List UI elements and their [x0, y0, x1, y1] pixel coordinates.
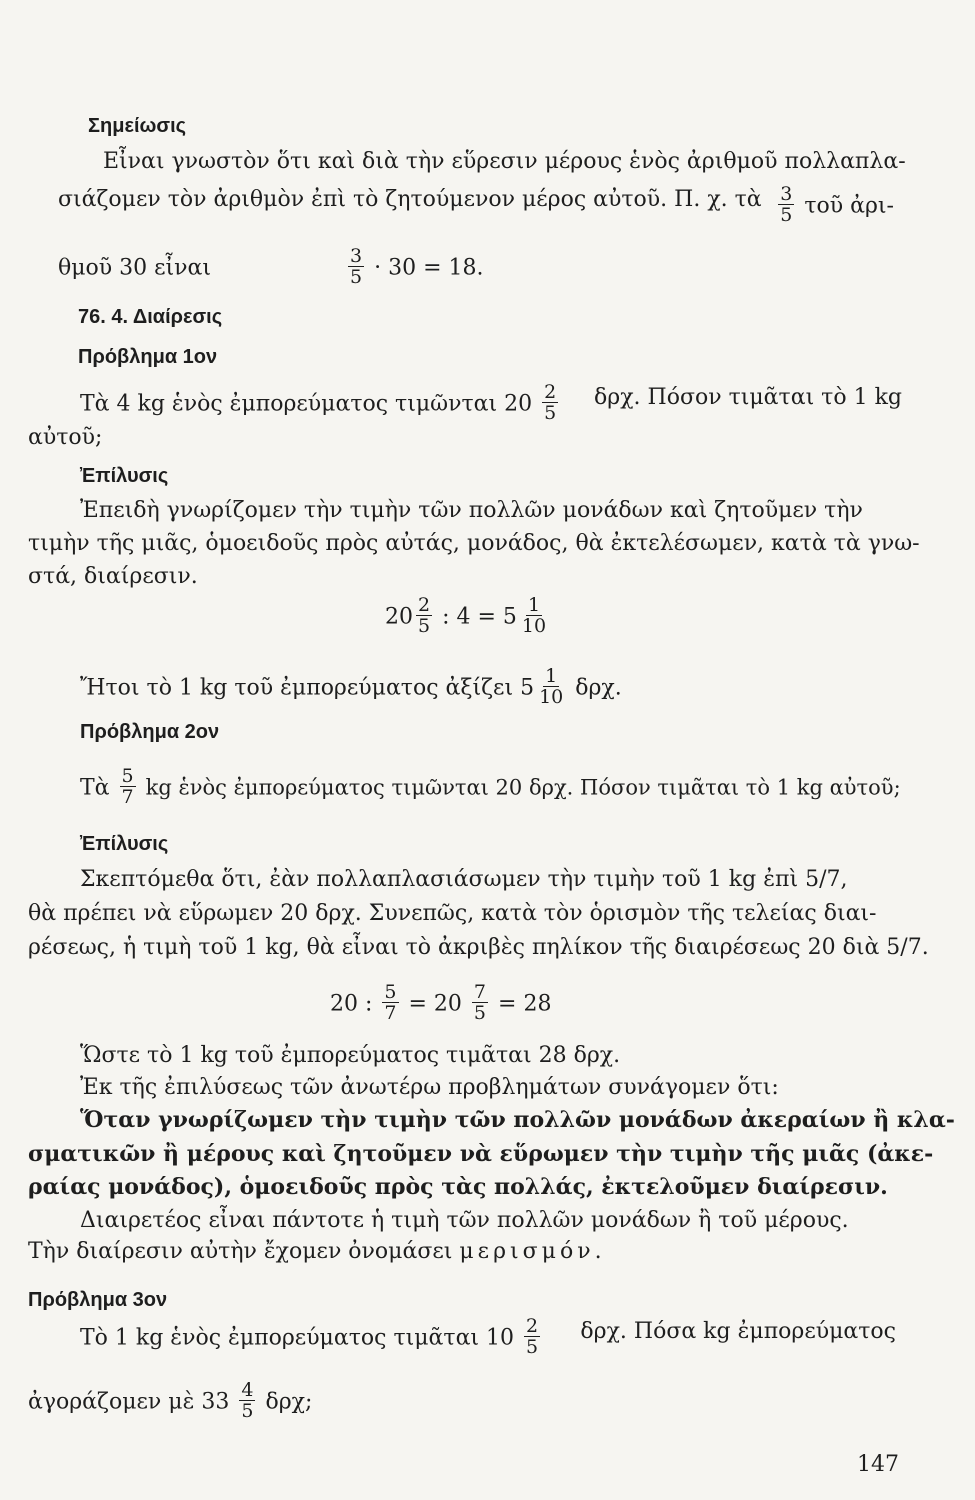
fraction: [416, 595, 432, 636]
fraction-numerator: 1: [527, 594, 541, 616]
division-name-text: Τὴν διαίρεσιν αὐτὴν ἔχομεν ὀνομάσει: [28, 1239, 453, 1264]
fraction-numerator: 3: [780, 183, 793, 205]
problem-1-line-1-text: [80, 381, 561, 425]
problem-1-solution-line-2: τιμὴν τῆς μιᾶς, ὁμοειδοῦς πρὸς αὐτάς, μονάδος, θὰ ἐκτελέσωμεν, κατὰ τὰ γνω-: [28, 531, 920, 556]
problem-3-line-1-text: [80, 1315, 543, 1359]
problem-2-line-1-start: Τὰ: [80, 775, 110, 801]
equation-term: 20: [385, 604, 413, 630]
equation-term: = 20: [408, 991, 462, 1017]
fraction-numerator: 3: [350, 245, 363, 267]
note-line-2: [58, 183, 894, 227]
problem-2-line-1-end: kg ἑνὸς ἐμπορεύματος τιμῶνται 20 δρχ. Πόσον τιμᾶται τὸ 1 kg αὐτοῦ;: [145, 775, 901, 800]
rule-line-2: σματικῶν ἢ μέρους καὶ ζητοῦμεν νὰ εὕρωμεν τὴν τιμὴν τῆς μιᾶς (ἀκε-: [28, 1141, 934, 1167]
problem-1-line-1-start: Τὰ 4 kg ἑνὸς ἐμπορεύματος τιμῶνται 20: [80, 391, 533, 417]
fraction-numerator: 5: [121, 765, 134, 787]
problem-3-line-2: [28, 1379, 313, 1423]
rule-line-1: Ὅταν γνωρίζωμεν τὴν τιμὴν τῶν πολλῶν μονάδων ἀκεραίων ἢ κλα-: [80, 1107, 955, 1133]
equation-term: : 4 = 5: [442, 604, 517, 630]
problem-2-result: Ὥστε τὸ 1 kg τοῦ ἐμπορεύματος τιμᾶται 28 δρχ.: [80, 1043, 621, 1068]
fraction: [120, 766, 136, 807]
fraction-denominator: 5: [526, 1336, 539, 1358]
fraction-denominator: 5: [473, 1002, 487, 1024]
problem-3-line-2-start: ἀγοράζομεν μὲ 33: [28, 1389, 230, 1415]
fraction-numerator: 4: [241, 1379, 254, 1401]
note-line-2-end: τοῦ ἀρι-: [804, 193, 894, 219]
problem-2-line-1: [80, 765, 901, 809]
fraction-denominator: 5: [544, 402, 557, 424]
problem-1-result-end: δρχ.: [575, 675, 622, 701]
problem-1-equation: [385, 594, 551, 638]
fraction-numerator: 2: [526, 1315, 539, 1337]
dividend-note: Διαιρετέος εἶναι πάντοτε ἡ τιμὴ τῶν πολλῶν μονάδων ἢ τοῦ μέρους.: [80, 1208, 849, 1233]
fraction: [520, 595, 548, 636]
note-line-1: Εἶναι γνωστὸν ὅτι καὶ διὰ τὴν εὕρεσιν μέρους ἑνὸς ἀριθμοῦ πολλαπλα-: [103, 149, 906, 174]
problem-1-solution-heading: Ἐπίλυσις: [80, 465, 169, 487]
fraction-denominator: 5: [418, 615, 431, 637]
problem-3-line-2-end: δρχ;: [265, 1389, 313, 1415]
fraction-numerator: 1: [545, 665, 558, 687]
fraction: [778, 184, 794, 225]
division-name-line: [28, 1238, 606, 1266]
fraction-numerator: 5: [384, 981, 397, 1003]
problem-2-equation: [330, 981, 552, 1025]
note-line-2-tail: [775, 183, 894, 227]
problem-3-line-1-start: Τὸ 1 kg ἑνὸς ἐμπορεύματος τιμᾶται 10: [80, 1325, 515, 1351]
fraction-numerator: 7: [473, 981, 487, 1003]
fraction-numerator: 2: [418, 594, 431, 616]
fraction-denominator: 10: [539, 686, 564, 708]
problem-3-line-1-end: δρχ. Πόσα kg ἐμπορεύματος: [580, 1319, 896, 1344]
equation-term: = 28: [498, 991, 552, 1017]
problem-2-solution-line-2: θὰ πρέπει νὰ εὕρωμεν 20 δρχ. Συνεπῶς, κατὰ τὸν ὁρισμὸν τῆς τελείας διαι-: [28, 901, 877, 926]
fraction-denominator: 5: [350, 266, 363, 288]
rule-line-3: ραίας μονάδος), ὁμοειδοῦς πρὸς τὰς πολλάς, ἐκτελοῦμεν διαίρεσιν.: [28, 1174, 888, 1200]
fraction: [542, 382, 558, 423]
problem-2-solution-line-3: ρέσεως, ἡ τιμὴ τοῦ 1 kg, θὰ εἶναι τὸ ἀκριβὲς πηλίκον τῆς διαιρέσεως 20 διὰ 5/7.: [28, 935, 929, 960]
problem-2-solution-heading: Ἐπίλυσις: [80, 833, 169, 855]
note-line-2-text: σιάζομεν τὸν ἀριθμὸν ἐπὶ τὸ ζητούμενον μέρος αὐτοῦ. Π. χ. τὰ: [58, 187, 762, 212]
problem-2-solution-line-1: Σκεπτόμεθα ὅτι, ἐὰν πολλαπλασιάσωμεν τὴν τιμὴν τοῦ 1 kg ἐπὶ 5/7,: [80, 867, 848, 892]
fraction: [524, 1316, 540, 1357]
fraction: [472, 982, 488, 1023]
problem-3-heading: Πρόβλημα 3ον: [28, 1289, 168, 1311]
problem-1-result-text: Ἤτοι τὸ 1 kg τοῦ ἐμπορεύματος ἀξίζει 5: [80, 675, 535, 701]
problem-1-line-1-end: δρχ. Πόσον τιμᾶται τὸ 1 kg: [594, 385, 902, 410]
problem-3-line-1: [80, 1315, 896, 1359]
note-line-3-end: · 30 = 18.: [374, 255, 484, 281]
problem-1-heading: Πρόβλημα 1ον: [78, 346, 218, 368]
fraction-denominator: 5: [241, 1400, 254, 1422]
fraction: [537, 666, 565, 707]
problem-1-solution-line-1: Ἐπειδὴ γνωρίζομεν τὴν τιμὴν τῶν πολλῶν μονάδων καὶ ζητοῦμεν τὴν: [80, 498, 863, 523]
fraction: [348, 246, 364, 287]
fraction-denominator: 7: [121, 786, 134, 808]
problem-1-line-1: [80, 381, 902, 425]
equation-term: 20 :: [330, 991, 373, 1017]
fraction-denominator: 10: [521, 615, 547, 637]
problem-1-line-2: αὐτοῦ;: [28, 425, 103, 450]
problem-1-solution-line-3: στά, διαίρεσιν.: [28, 564, 198, 589]
fraction-denominator: 5: [780, 204, 793, 226]
note-line-3: [58, 245, 484, 289]
conclusion-intro: Ἐκ τῆς ἐπιλύσεως τῶν ἀνωτέρω προβλημάτων συνάγομεν ὅτι:: [80, 1075, 779, 1100]
fraction: [239, 1380, 255, 1421]
page-number: 147: [857, 1452, 899, 1477]
section-title: 76. 4. Διαίρεσις: [78, 306, 223, 328]
note-heading: Σημείωσις: [88, 115, 187, 137]
division-name-term: μερισμόν.: [459, 1239, 606, 1264]
fraction-denominator: 7: [384, 1002, 397, 1024]
fraction: [382, 982, 398, 1023]
problem-1-result: [80, 665, 622, 709]
note-line-3-text: θμοῦ 30 εἶναι: [58, 255, 212, 281]
problem-2-heading: Πρόβλημα 2ον: [80, 721, 220, 743]
fraction-numerator: 2: [544, 381, 557, 403]
